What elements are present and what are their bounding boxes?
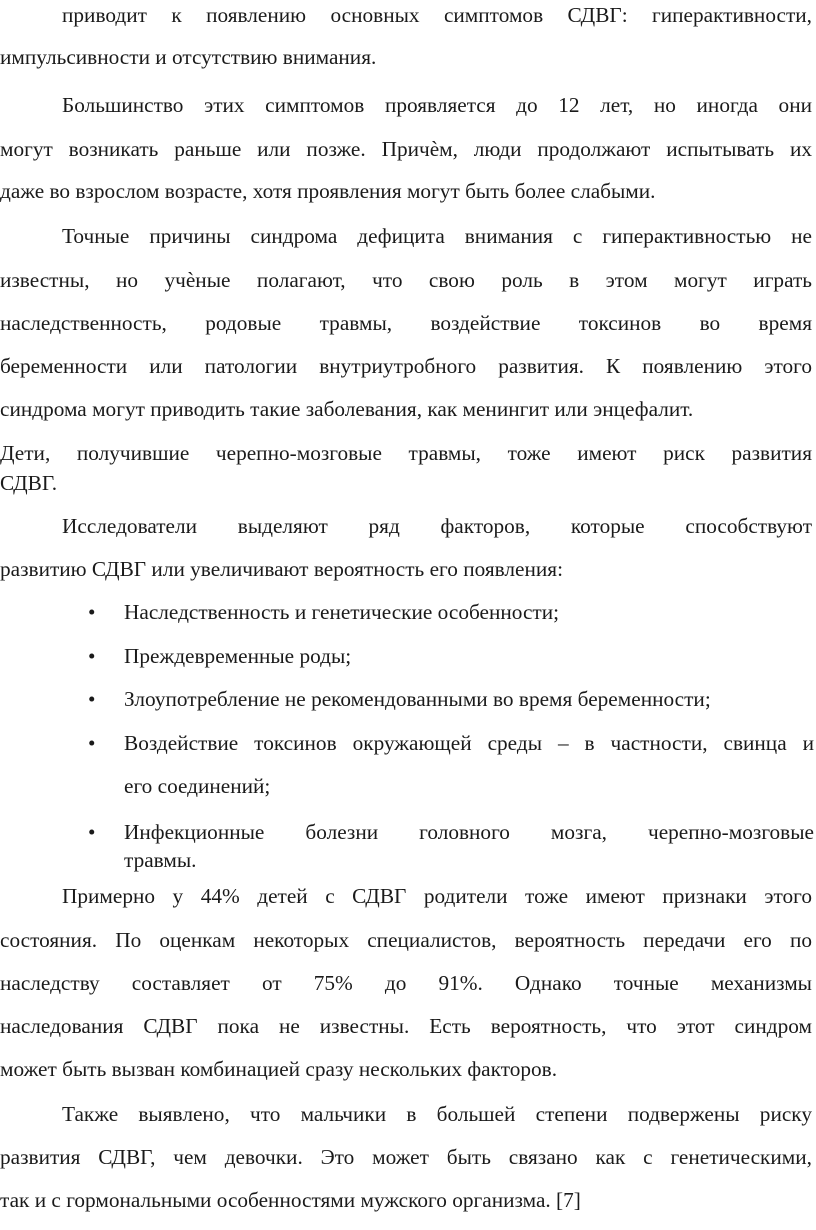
list-item-line-1: Злоупотребление не рекомендованными во время беременности;	[124, 687, 711, 711]
list-item-line-2: его соединений;	[124, 774, 271, 798]
paragraph-6-line-4: наследования СДВГ пока не известны. Есть вероятность, что этот синдром	[0, 1014, 812, 1038]
paragraph-1-line-1: приводит к появлению основных симптомов СДВГ: гиперактивности,	[62, 3, 812, 27]
paragraph-4-line-1: Дети, получившие черепно-мозговые травмы, тоже имеют риск развития	[0, 441, 812, 465]
paragraph-7-line-3: так и с гормональными особенностями мужского организма. [7]	[0, 1188, 581, 1212]
paragraph-6-line-2: состояния. По оценкам некоторых специалистов, вероятность передачи его по	[0, 928, 812, 952]
paragraph-7-line-2: развития СДВГ, чем девочки. Это может быть связано как с генетическими,	[0, 1145, 812, 1169]
bullet-marker: •	[88, 600, 96, 624]
list-item-line-1: Инфекционные болезни головного мозга, черепно-мозговые	[124, 820, 814, 844]
paragraph-3-line-3: наследственность, родовые травмы, воздействие токсинов во время	[0, 311, 812, 335]
list-item-line-1: Преждевременные роды;	[124, 644, 352, 668]
paragraph-3-line-1: Точные причины синдрома дефицита внимания с гиперактивностью не	[62, 224, 812, 248]
list-item-line-1: Воздействие токсинов окружающей среды – в частности, свинца и	[124, 731, 814, 755]
paragraph-5-line-2: развитию СДВГ или увеличивают вероятность его появления:	[0, 557, 563, 581]
paragraph-3-line-4: беременности или патологии внутриутробного развития. К появлению этого	[0, 354, 812, 378]
paragraph-1-line-2: импульсивности и отсутствию внимания.	[0, 45, 377, 69]
paragraph-2-line-3: даже во взрослом возрасте, хотя проявления могут быть более слабыми.	[0, 179, 656, 203]
paragraph-7-line-1: Также выявлено, что мальчики в большей степени подвержены риску	[62, 1102, 812, 1126]
paragraph-2-line-1: Большинство этих симптомов проявляется до 12 лет, но иногда они	[62, 93, 812, 117]
bullet-marker: •	[88, 644, 96, 668]
bullet-marker: •	[88, 820, 96, 844]
bullet-marker: •	[88, 731, 96, 755]
bullet-marker: •	[88, 687, 96, 711]
paragraph-6-line-5: может быть вызван комбинацией сразу нескольких факторов.	[0, 1057, 558, 1081]
paragraph-3-line-2: известны, но учѐные полагают, что свою роль в этом могут играть	[0, 268, 812, 292]
paragraph-3-line-5: синдрома могут приводить такие заболевания, как менингит или энцефалит.	[0, 397, 694, 421]
paragraph-5-line-1: Исследователи выделяют ряд факторов, которые способствуют	[62, 514, 812, 538]
paragraph-6-line-1: Примерно у 44% детей с СДВГ родители тоже имеют признаки этого	[62, 884, 812, 908]
list-item-line-2: травмы.	[124, 848, 197, 872]
paragraph-2-line-2: могут возникать раньше или позже. Причѐм, люди продолжают испытывать их	[0, 137, 812, 161]
paragraph-6-line-3: наследству составляет от 75% до 91%. Однако точные механизмы	[0, 971, 812, 995]
paragraph-4-line-2: СДВГ.	[0, 471, 58, 495]
list-item-line-1: Наследственность и генетические особенности;	[124, 600, 560, 624]
